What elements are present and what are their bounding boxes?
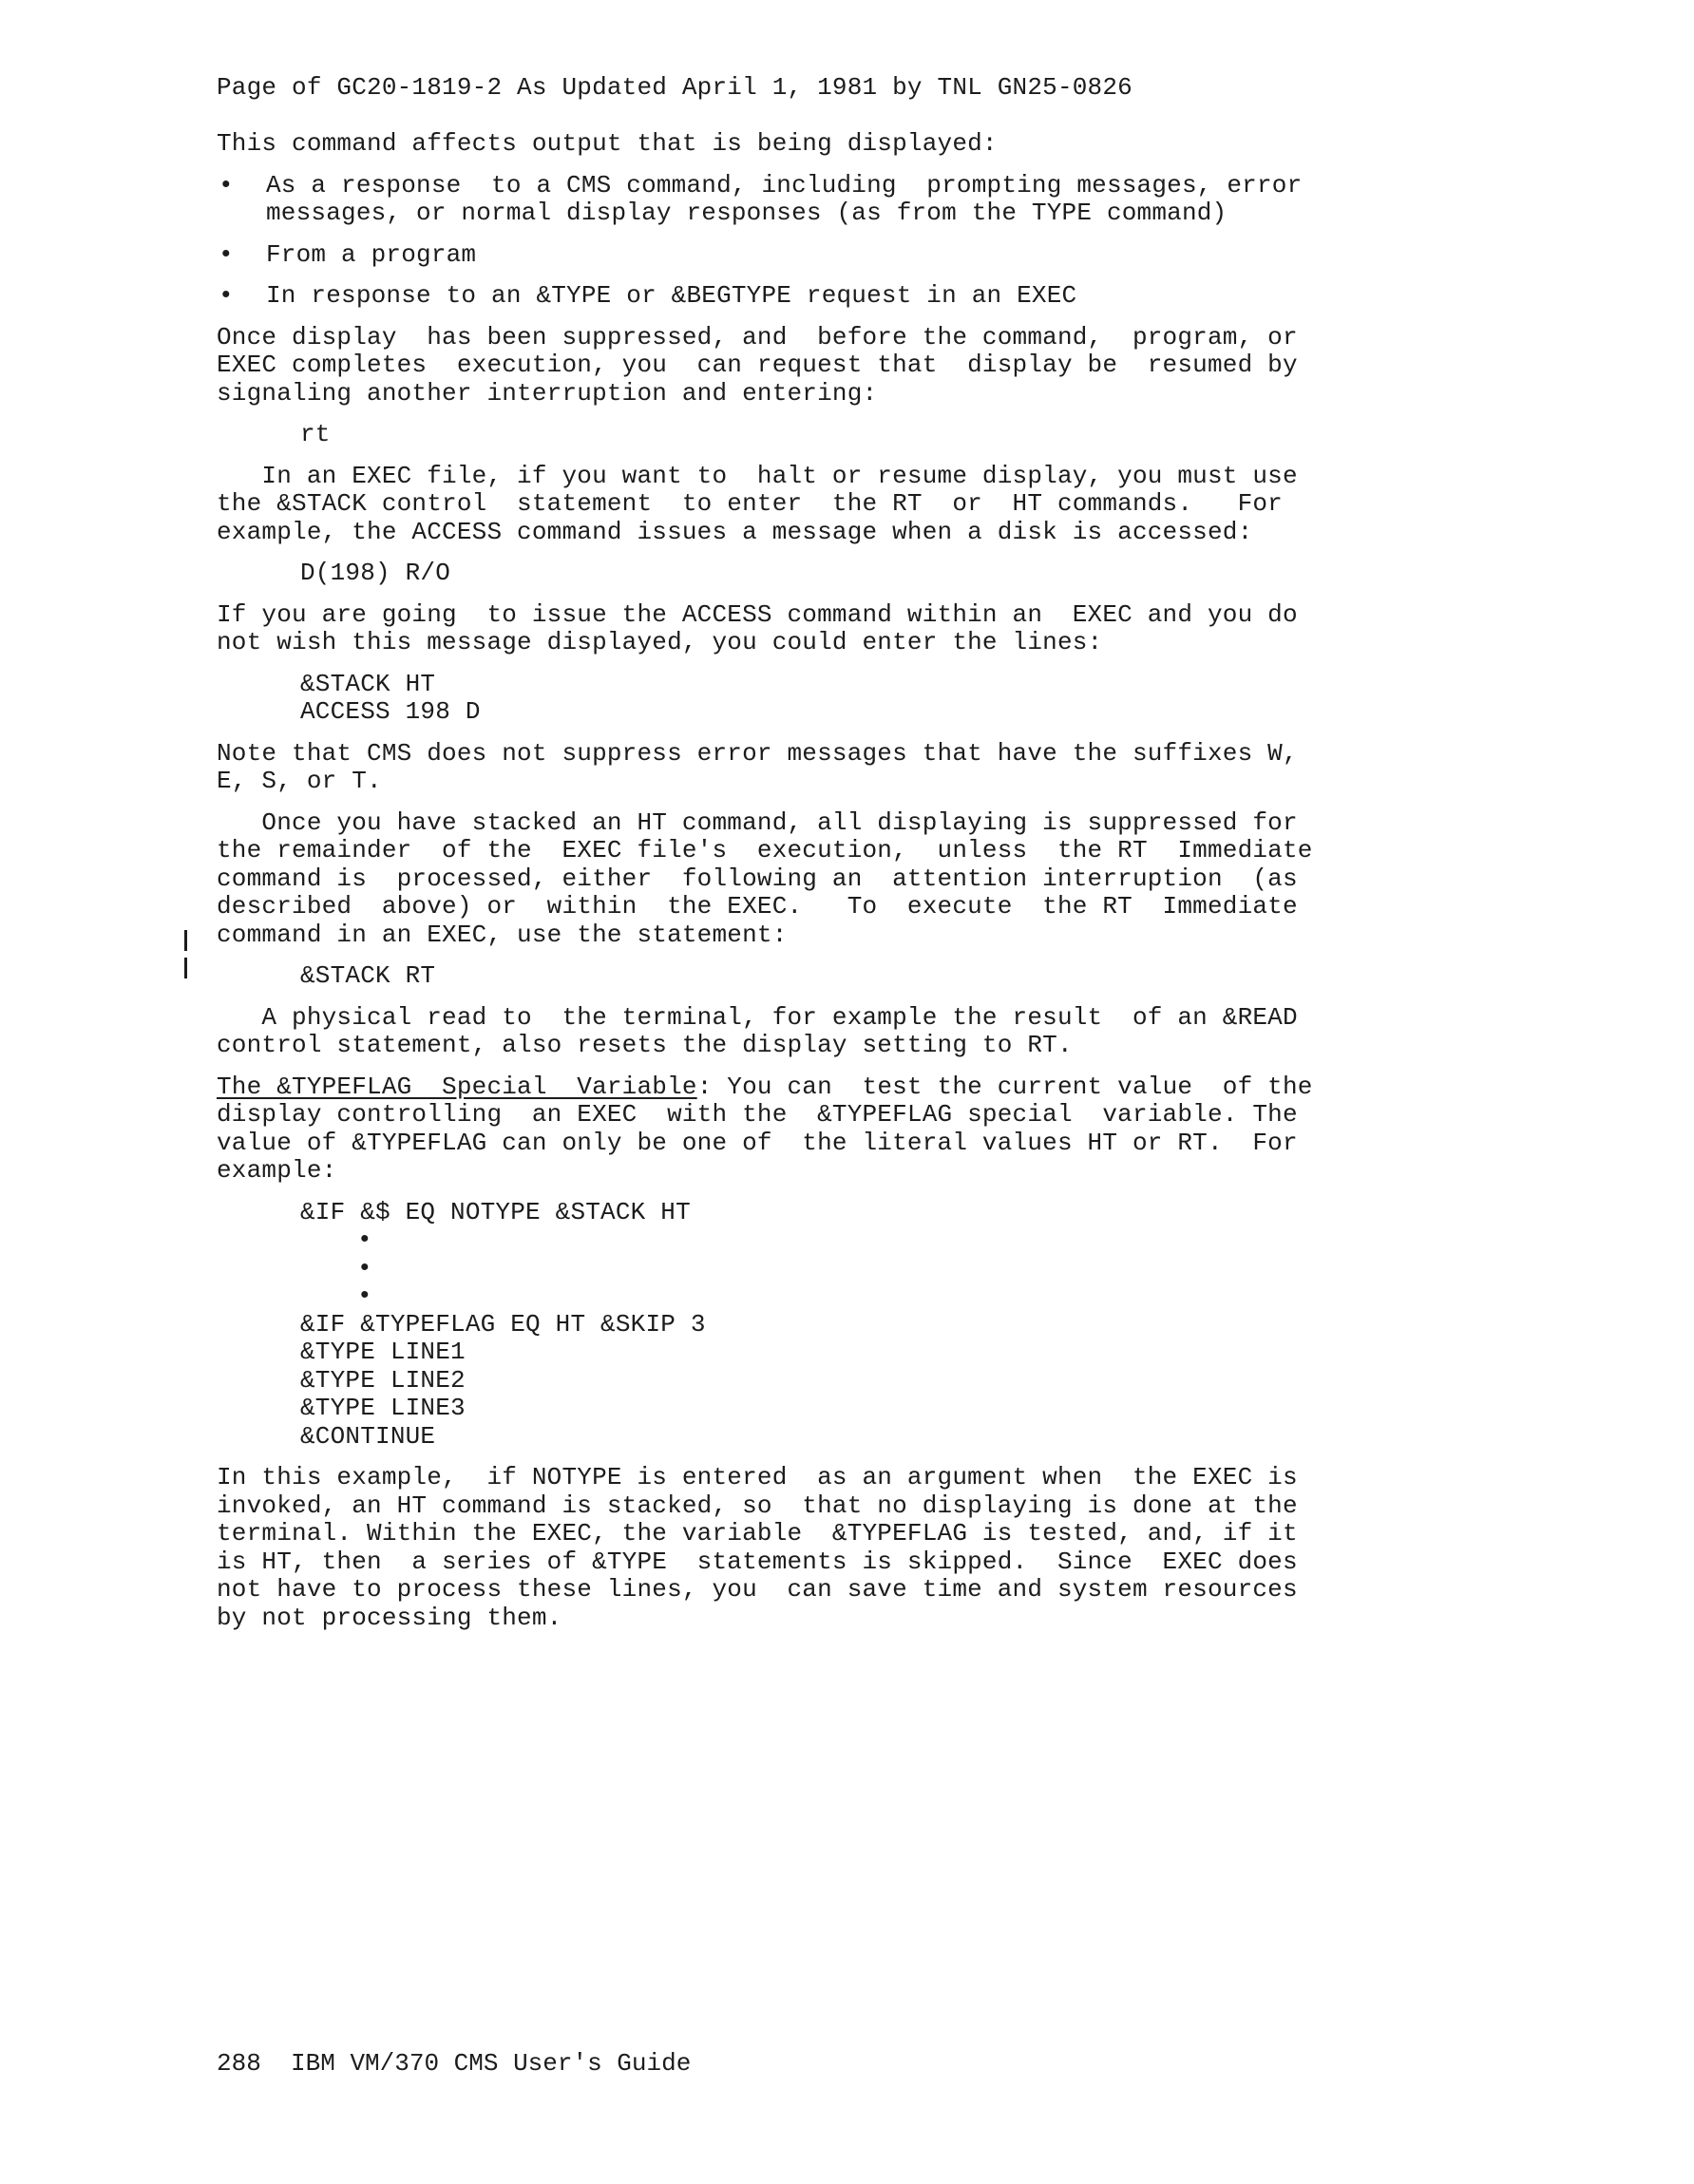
dot-icon: • xyxy=(357,1253,372,1282)
revision-bar xyxy=(184,958,187,978)
paragraph-once-stacked: Once you have stacked an HT command, all displaying is suppressed for the remainder of the EXEC file's execution, unless the RT Immediate command is processed, either following an attention interruption (as described above) or within the EXEC. To execute the RT Immediate command in an EXEC, use the statement: xyxy=(217,807,1313,949)
paragraph-exec-file: In an EXEC file, if you want to halt or resume display, you must use the &STACK control statement to enter the RT or HT commands. For example, the ACCESS command issues a message when a disk is accessed: xyxy=(217,461,1298,546)
page-footer xyxy=(217,2050,691,2079)
paragraph-once-display: Once display has been suppressed, and before the command, program, or EXEC completes execution, you can request that display be resumed by signaling another interruption and entering: xyxy=(217,322,1298,408)
dot-icon: • xyxy=(357,1225,372,1254)
paragraph-physical-read: A physical read to the terminal, for example the result of an &READ control statement, also resets the display setting to RT. xyxy=(217,1002,1298,1059)
code-if-typeflag-block: &IF &TYPEFLAG EQ HT &SKIP 3 &TYPE LINE1 &TYPE LINE2 &TYPE LINE3 &CONTINUE xyxy=(300,1309,706,1451)
bullet-text: As a response to a CMS command, including prompting messages, error messages, or normal display responses (as from the TYPE command) xyxy=(266,170,1303,227)
paragraph-if-going: If you are going to issue the ACCESS command within an EXEC and you do not wish this message displayed, you could enter the lines: xyxy=(217,599,1298,656)
bullet-item xyxy=(217,241,1433,270)
bullet-icon: • xyxy=(219,239,234,269)
ellipsis-dots xyxy=(357,1226,1433,1311)
paragraph-typeflag xyxy=(217,1073,1433,1186)
code-access-message: D(198) R/O xyxy=(300,559,451,587)
bullet-text: From a program xyxy=(266,239,477,269)
code-stack-rt: &STACK RT xyxy=(300,961,436,990)
paragraph-example: In this example, if NOTYPE is entered as an argument when the EXEC is invoked, an HT command is stacked, so that no displaying is done at the terminal. Within the EXEC, the variable &TYPEFLAG is tested, and, if it is HT, then a series of &TYPE statements is skipped. Since EXEC does not have to process these lines, you can save time and system resources by not processing them. xyxy=(217,1463,1298,1632)
dot-icon: • xyxy=(357,1282,372,1310)
running-header: Page of GC20-1819-2 As Updated April 1, 1981 by TNL GN25-0826 xyxy=(217,73,1133,102)
code-if-notype: &IF &$ EQ NOTYPE &STACK HT xyxy=(300,1197,691,1226)
bullet-item xyxy=(217,282,1433,311)
bullet-item xyxy=(217,172,1433,228)
intro-paragraph: This command affects output that is being displayed: xyxy=(217,129,998,158)
page-number: 288 xyxy=(217,2049,261,2078)
bullet-icon: • xyxy=(219,170,234,199)
code-rt: rt xyxy=(300,420,331,448)
document-page xyxy=(217,74,1433,1632)
paragraph-note: Note that CMS does not suppress error messages that have the suffixes W, E, S, or T. xyxy=(217,738,1298,795)
code-stack-ht: &STACK HT ACCESS 198 D xyxy=(300,669,481,726)
typeflag-body: : You can test the current value of the display controlling an EXEC with the &TYPEFLAG special variable. The value of &TYPEFLAG can only be one of the literal values HT or RT. For example: xyxy=(217,1072,1313,1185)
revision-bar xyxy=(184,930,187,951)
typeflag-heading: The &TYPEFLAG Special Variable xyxy=(217,1072,697,1101)
bullet-icon: • xyxy=(219,281,234,310)
footer-title: IBM VM/370 CMS User's Guide xyxy=(291,2049,692,2078)
bullet-text: In response to an &TYPE or &BEGTYPE request in an EXEC xyxy=(266,281,1077,310)
